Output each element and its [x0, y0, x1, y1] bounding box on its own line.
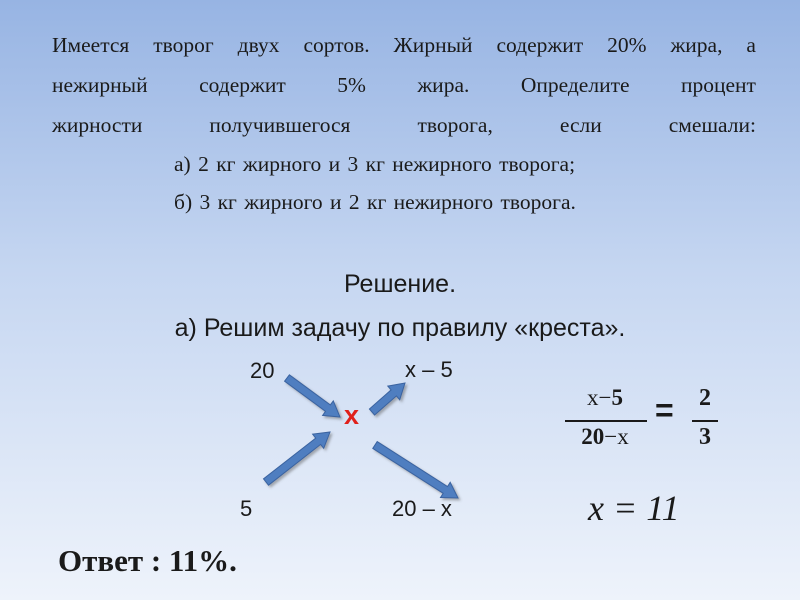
problem-word: двух [237, 33, 280, 57]
problem-word: жирности [52, 113, 143, 137]
answer-text: Ответ : 11%. [58, 543, 237, 578]
problem-word: творог [153, 33, 214, 57]
problem-item-b: б) 3 кг жирного и 2 кг нежирного творога. [174, 190, 576, 214]
cross-bottom-right-value: 20 – x [392, 496, 452, 521]
problem-word: Определите [520, 73, 630, 97]
problem-word: сортов. [303, 33, 370, 57]
problem-word: 20% [607, 33, 647, 57]
problem-word: получившегося [209, 113, 351, 137]
cross-top-left-value: 20 [250, 358, 275, 383]
problem-word: если [559, 113, 602, 137]
problem-word: процент [680, 73, 756, 97]
equation-right-numerator: 2 [699, 385, 711, 411]
problem-word: жира, [670, 33, 723, 57]
problem-word: а [746, 33, 756, 57]
equation-right-fraction-bar [692, 420, 718, 422]
equation-left-denominator: 20−x [581, 424, 629, 449]
cross-top-right-value: x – 5 [405, 357, 453, 382]
problem-word: содержит [496, 33, 584, 57]
equation-left-numerator: x−5 [587, 385, 623, 410]
problem-item-a: а) 2 кг жирного и 3 кг нежирного творога; [174, 152, 576, 176]
problem-word: 5% [337, 73, 366, 97]
problem-word: смешали: [668, 113, 756, 137]
problem-word: Имеется [52, 33, 130, 57]
problem-word: нежирный [52, 73, 148, 97]
equation-equals-sign: = [655, 392, 674, 428]
cross-center-value: x [344, 400, 360, 430]
arrow-top-left-to-center [285, 375, 340, 417]
arrow-center-to-bottom-right [373, 442, 458, 498]
problem-word: жира. [417, 73, 470, 97]
problem-word: творога, [417, 113, 493, 137]
arrow-center-to-top-right [369, 383, 405, 415]
equation-left-fraction-bar [565, 420, 647, 422]
problem-word: Жирный [393, 33, 473, 57]
solution-title: Решение. [343, 270, 457, 298]
solution-step-a: а) Решим задачу по правилу «креста». [174, 314, 626, 342]
equation-result: x = 11 [588, 488, 680, 528]
equation-right-denominator: 3 [699, 424, 711, 450]
arrow-bottom-left-to-center [264, 432, 331, 485]
problem-word: содержит [199, 73, 286, 97]
cross-bottom-left-value: 5 [240, 496, 253, 521]
